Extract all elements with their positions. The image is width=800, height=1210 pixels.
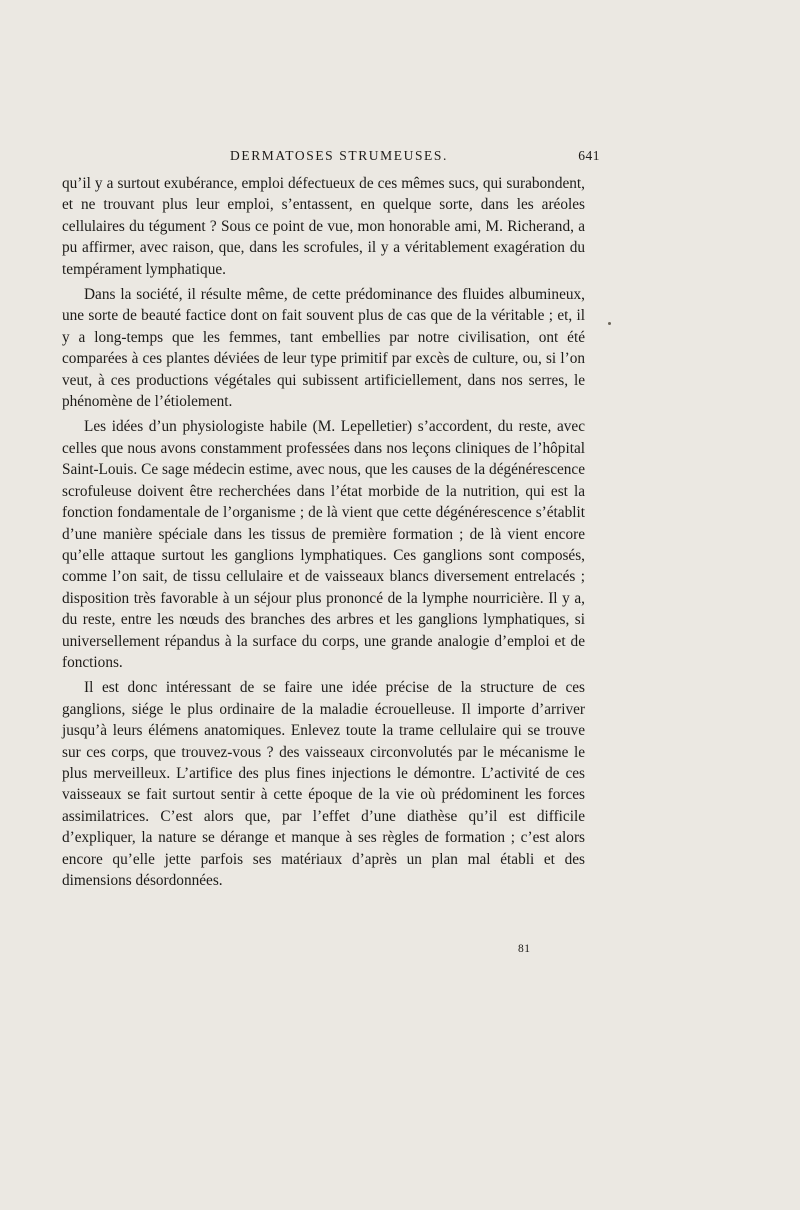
page-number: 641 xyxy=(578,148,600,163)
signature-mark: 81 xyxy=(518,943,531,955)
body-text xyxy=(62,173,585,895)
page-header xyxy=(60,148,600,168)
ink-speck xyxy=(608,322,611,325)
running-title: DERMATOSES STRUMEUSES. xyxy=(230,148,448,163)
paragraph-1: qu’il y a surtout exubérance, emploi défectueux de ces mêmes sucs, qui surabondent, et ne trouvant plus leur emploi, s’entassent, en quelque sorte, dans les aréoles cellulaires du tégument ? Sous ce point de vue, mon honorable ami, M. Richerand, a pu affirmer, avec raison, que, dans les scrofules, il y a véritablement exagération du tempérament lymphatique. xyxy=(62,175,585,278)
paragraph-3: Les idées d’un physiologiste habile (M. Lepelletier) s’accordent, du reste, avec celles que nous avons constamment professées dans nos leçons cliniques de l’hôpital Saint-Louis. Ce sage médecin estime, avec nous, que les causes de la dégénérescence scrofuleuse doivent être recherchées dans l’état morbide de la nutrition, qui est la fonction fondamentale de l’organisme ; de là vient que cette dégénérescence s’établit d’une manière spéciale dans les tissus de première formation ; de là vient encore qu’elle attaque surtout les ganglions lymphatiques. Ces ganglions sont composés, comme l’on sait, de tissu cellulaire et de vaisseaux blancs diversement entrelacés ; disposition très favorable à un séjour plus prononcé de la lymphe nourricière. Il y a, du reste, entre les nœuds des branches des arbres et les ganglions lymphatiques, si universellement répandus à la surface du corps, une grande analogie d’emploi et de fonctions. xyxy=(62,418,585,671)
paragraph-4: Il est donc intéressant de se faire une idée précise de la structure de ces ganglions, siége le plus ordinaire de la maladie écrouelleuse. Il importe d’arriver jusqu’à leurs élémens anatomiques. Enlevez toute la trame cellulaire qui se trouve sur ces corps, que trouvez-vous ? des vaisseaux circonvolutés par le mécanisme le plus merveilleux. L’artifice des plus fines injections le démontre. L’activité de ces vaisseaux se fait surtout sentir à cette époque de la vie où prédominent les forces assimilatrices. C’est alors que, par l’effet d’une diathèse qu’il est difficile d’expliquer, la nature se dérange et manque à ses règles de formation ; c’est alors encore qu’elle jette parfois ses matériaux d’après un plan mal établi et des dimensions désordonnées. xyxy=(62,679,585,889)
paragraph-2: Dans la société, il résulte même, de cette prédominance des fluides albumineux, une sorte de beauté factice dont on fait souvent plus de cas que de la véritable ; et, il y a long-temps que les femmes, tant embellies par notre civilisation, ont été comparées à ces plantes déviées de leur type primitif par excès de culture, ou, si l’on veut, à ces productions végétales qui subissent artificiellement, dans nos serres, le phénomène de l’étiolement. xyxy=(62,286,585,411)
